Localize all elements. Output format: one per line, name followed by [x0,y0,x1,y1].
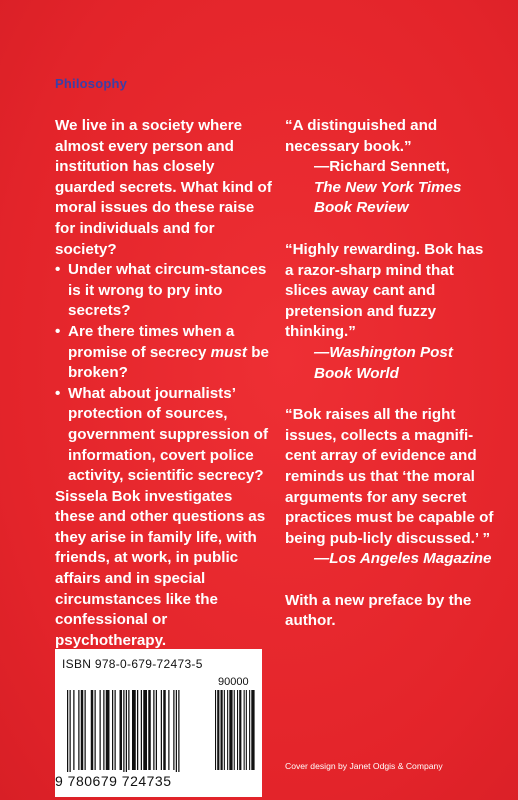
question-item [55,260,273,322]
reviews-column [285,116,495,632]
barcode-bar [126,690,127,772]
barcode-bar [137,690,138,770]
barcode-bar [163,690,166,770]
barcode-bar [141,690,142,770]
barcode-bar [85,690,86,770]
barcode-bar [229,690,232,770]
barcode-bar [224,690,225,770]
barcode-bar [103,690,104,770]
barcode-bar [115,690,116,770]
barcode-bar [249,690,250,770]
barcode-bar [227,690,228,770]
review-quote: “Highly rewarding. Bok has a razor-sharp mind that slices away cant and pretension and fuzzy thinking.” [285,240,484,341]
barcode-bar [234,690,235,770]
review-publication: —Los Angeles Magazine [314,550,492,568]
barcode-bar [70,690,71,772]
barcode-bar [128,690,129,770]
review-attribution [285,157,495,219]
category-label: Philosophy [55,76,128,91]
barcode-bar [120,690,123,770]
barcode-bar [148,690,151,770]
barcode-icon [65,672,255,772]
barcode-bar [161,690,162,770]
question-text: What about journalists’ protection of sources, government suppression of information, covert police activity, scientific secrecy? [68,384,268,485]
barcode-bar [91,690,94,770]
price-code: 90000 [218,676,249,688]
barcode-bar [132,690,136,770]
review-block [285,405,495,570]
barcode-bar [112,690,113,770]
description-column [55,116,273,651]
cover-credit: Cover design by Janet Odgis & Company [285,761,443,771]
question-emphasis: must [210,343,247,361]
review-attribution [285,343,495,384]
barcode-bar [244,690,245,770]
barcode-bar [246,690,247,770]
barcode-bar [215,690,216,770]
preface-note: With a new preface by the author. [285,591,472,630]
barcode-bar [123,690,124,772]
barcode-bar [237,690,238,770]
question-list [55,260,273,487]
review-block [285,240,495,384]
review-quote: “A distinguished and necessary book.” [285,117,438,155]
barcode-bar [143,690,147,770]
barcode-bar [239,690,241,770]
review-quote: “Bok raises all the right issues, collects a magnifi-cent array of evidence and reminds us that ‘the moral arguments for any secret practices must be capable of being pub-licly discussed.’ ” [285,406,494,547]
barcode-panel [55,649,262,797]
question-item [55,384,273,487]
review-publication: —Washington Post Book World [314,343,453,382]
barcode-bar [100,690,101,770]
barcode-bar [217,690,219,770]
barcode-bar [173,690,174,770]
review-attribution [285,549,495,570]
question-text: Under what circum-stances is it wrong to pry into secrets? [68,261,267,320]
barcode-bar [156,690,157,770]
review-block [285,116,495,219]
question-text: be broken? [68,343,269,382]
description-intro: We live in a society where almost every person and institution has closely guarded secrets. What kind of moral issues do these raise for individuals and for society? [55,117,272,258]
barcode-bar [106,690,110,770]
barcode-bar [81,690,84,770]
description-closing: Sissela Bok investigates these and other questions as they arise in family life, with friends, at work, in public affairs and in special circumstances like the confessional or psychotherapy. [55,487,266,649]
isbn-text: ISBN 978-0-679-72473-5 [62,657,203,671]
review-publication: The New York Times Book Review [314,178,462,217]
barcode-bar [78,690,79,770]
barcode-bar [67,690,68,772]
barcode-bar [251,690,254,770]
barcode-bar [221,690,223,770]
question-item [55,322,273,384]
question-text: Are there times when a promise of secrecy [68,322,235,361]
barcode-bar [73,690,74,770]
barcode-bar [168,690,169,770]
barcode-bar [95,690,96,770]
reviewer-name: —Richard Sennett, [314,158,450,176]
ean-number: 9 780679 724735 [55,773,172,789]
barcode-bar [153,690,154,770]
barcode-bar [178,690,179,772]
barcode-bar [176,690,177,772]
